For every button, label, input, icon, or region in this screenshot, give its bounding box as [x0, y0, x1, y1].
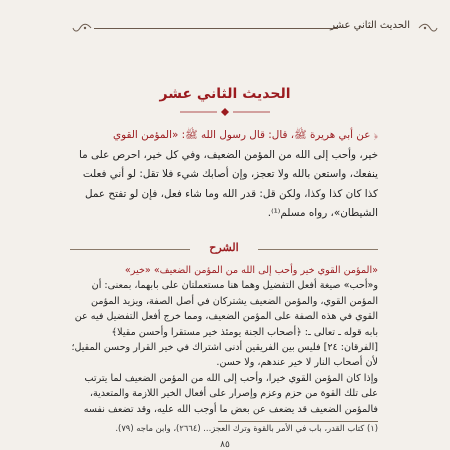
sharh-line: على تلك القوة من حزم وعزم وإصرار على أفعال الخير اللازمة والمتعدية، — [89, 388, 378, 400]
footnote: (١) كتاب القدر، باب في الأمر بالقوة وترك العجز... (٢٦٦٤)، وابن ماجه (٧٩). — [115, 423, 378, 433]
running-header — [0, 20, 450, 38]
running-header-title: الحديث الثاني عشر — [330, 20, 410, 31]
hadith-line: ﴿ عن أبي هريرة ﷺ، قال: قال رسول الله ﷺ: «المؤمن القوي — [112, 129, 378, 141]
sharh-line: «المؤمن القوي خير وأحب إلى الله من المؤمن الضعيف» «خير» — [124, 265, 378, 276]
hadith-title: الحديث الثاني عشر — [159, 86, 291, 102]
sharh-label: الشرح — [209, 241, 239, 254]
sharh-line: [الفرقان: ٢٤] فليس بين الفريقين أدنى اشتراك في خير القرار وحسن المقيل؛ — [71, 342, 378, 354]
hadith-line: ينفعك، واستعن بالله ولا تعجز، وإن أصابك شيء فلا تقل: لو أني فعلت — [82, 168, 378, 181]
hadith-text — [70, 126, 378, 224]
sharh-line: لأن أصحاب النار لا خير عندهم، ولا حسن. — [216, 357, 378, 369]
page-number: ٨٥ — [220, 440, 230, 450]
sharh-line: القوي في هذه الصفة على المؤمن الضعيف، ومما خرج أفعل التفضيل فيه عن — [74, 311, 378, 323]
hadith-line: الشيطان»، رواه مسلم⁽¹⁾. — [267, 207, 378, 220]
title-divider-ornament-icon — [175, 107, 275, 117]
footnote-rule — [218, 421, 378, 422]
sharh-section-header — [70, 240, 378, 258]
header-rule — [94, 28, 338, 29]
sharh-line: المؤمن القوي، والمؤمن الضعيف يشتركان في أصل الصفة، ويزيد المؤمن — [91, 295, 378, 307]
sharh-rule-left — [70, 249, 190, 250]
flourish-ornament-icon — [72, 22, 92, 34]
hadith-line: كذا كان كذا وكذا، ولكن قل: قدر الله وما شاء فعل، فإن لو تفتح عمل — [85, 187, 378, 200]
sharh-line: و«أحب» صيغة أفعل التفضيل وهما هنا مستعملتان على بابهما، بمعنى: أن — [91, 280, 378, 292]
hadith-line: خير، وأحب إلى الله من المؤمن الضعيف، وفي كل خير، احرص على ما — [78, 148, 378, 161]
sharh-line: وإذا كان المؤمن القوي خيرا، وأحب إلى الله من المؤمن الضعيف لما يترتب — [84, 372, 378, 384]
sharh-line: فالمؤمن الضعيف قد يضعف عن بعض ما أوجب الله عليه، وقد تضعف نفسه — [83, 403, 378, 415]
sharh-line: بابه قوله ـ تعالى ـ: ﴿أصحاب الجنة يومئذ خير مستقرا وأحسن مقيلا﴾ — [111, 326, 378, 338]
flourish-ornament-icon — [418, 22, 438, 34]
sharh-text — [70, 263, 378, 417]
